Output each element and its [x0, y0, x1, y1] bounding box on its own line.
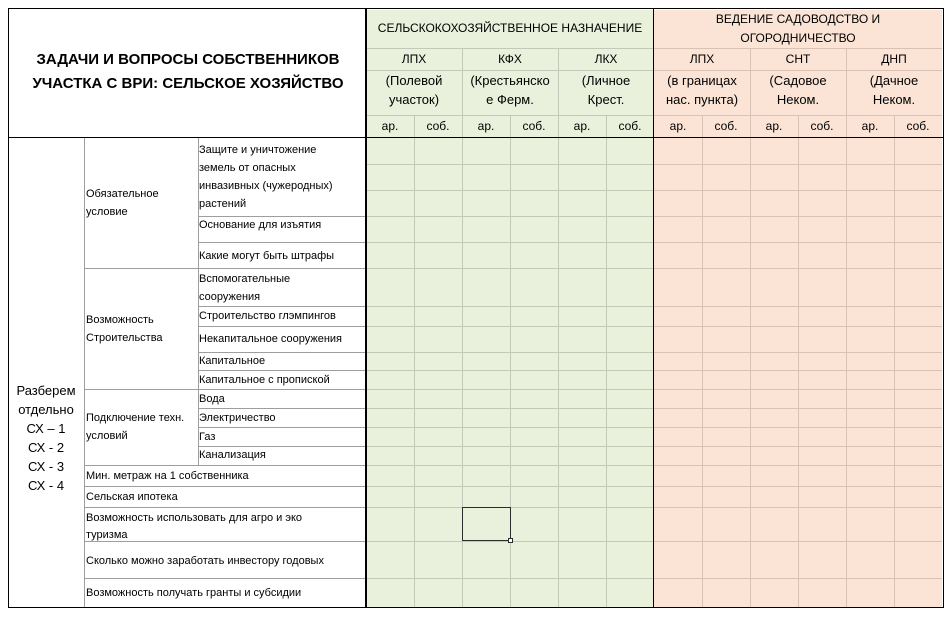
col-5-name: СНТ [785, 52, 811, 66]
col-3-desc1: (Личное [581, 73, 631, 88]
item-protect-4: растений [199, 198, 247, 210]
h-line [84, 465, 366, 466]
col-4-desc2: нас. пункта) [665, 92, 739, 107]
v-line [702, 115, 703, 607]
side-label-6: СХ - 4 [27, 478, 65, 493]
col-1-name: ЛПХ [401, 52, 427, 66]
item-glamping: Строительство глэмпингов [199, 310, 336, 322]
h-line [198, 326, 366, 327]
item-sewer: Канализация [199, 449, 266, 461]
section-construction-2: Строительства [86, 332, 163, 344]
item-basis: Основание для изъятия [199, 219, 322, 231]
h-line [84, 507, 366, 508]
selected-cell[interactable] [462, 507, 511, 541]
item-aux-2: сооружения [199, 291, 261, 303]
section-utilities-2: условий [86, 430, 128, 442]
side-label-4: СХ - 2 [27, 440, 65, 455]
v-line [84, 138, 85, 607]
col-4-desc1: (в границах [667, 73, 737, 88]
subheader-ar-1: ар. [381, 119, 399, 133]
v-line [606, 115, 607, 607]
item-capital-reg: Капитальное с пропиской [199, 374, 330, 386]
subheader-sob-4: соб. [714, 119, 738, 133]
col-3-name: ЛКХ [594, 52, 618, 66]
v-line [558, 115, 559, 607]
h-line [84, 389, 366, 390]
h-line [84, 486, 366, 487]
subheader-ar-2: ар. [477, 119, 495, 133]
h-line [366, 70, 654, 71]
subheader-ar-5: ар. [765, 119, 783, 133]
page-title: ЗАДАЧИ И ВОПРОСЫ СОБСТВЕННИКОВ УЧАСТКА С ВРИ: СЕЛЬСКОЕ ХОЗЯЙСТВО [32, 51, 344, 92]
group-garden: ВЕДЕНИЕ САДОВОДСТВО И ОГОРОДНИЧЕСТВО [715, 12, 881, 45]
item-protect-3: инвазивных (чужеродных) [199, 180, 333, 192]
row-grants: Возможность получать гранты и субсидии [86, 587, 302, 599]
group-agri: СЕЛЬСКОКОХОЗЯЙСТВЕННОЕ НАЗНАЧЕНИЕ [377, 21, 643, 35]
item-gas: Газ [199, 431, 216, 443]
v-line [943, 8, 944, 608]
v-line [750, 115, 751, 607]
col-4-name: ЛПХ [689, 52, 715, 66]
col-1-desc1: (Полевой [385, 73, 443, 88]
side-label-5: СХ - 3 [27, 459, 65, 474]
v-line [8, 8, 9, 608]
col-5-desc1: (Садовое [769, 73, 827, 88]
section-mandatory-1: Обязательное [86, 188, 159, 200]
subheader-sob-3: соб. [618, 119, 642, 133]
col-3-desc2: Крест. [587, 92, 625, 107]
subheader-sob-5: соб. [810, 119, 834, 133]
item-aux-1: Вспомогательные [199, 273, 291, 285]
item-protect-2: земель от опасных [199, 162, 296, 174]
h-line [198, 242, 366, 243]
section-utilities-1: Подключение техн. [86, 412, 185, 424]
side-label-3: СХ – 1 [26, 421, 66, 436]
subheader-ar-3: ар. [573, 119, 591, 133]
header-bottom-line [366, 137, 943, 138]
item-protect-1: Защите и уничтожение [199, 144, 317, 156]
subheader-ar-6: ар. [861, 119, 879, 133]
item-capital: Капитальное [199, 355, 266, 367]
h-line [654, 70, 942, 71]
item-electric: Электричество [199, 412, 276, 424]
item-fines: Какие могут быть штрафы [199, 250, 335, 262]
col-2-desc1: (Крестьянско [470, 73, 550, 88]
col-6-name: ДНП [881, 52, 907, 66]
h-line [654, 48, 942, 49]
col-2-name: КФХ [498, 52, 522, 66]
row-tourism-2: туризма [86, 529, 128, 541]
fill-handle[interactable] [508, 538, 513, 543]
section-mandatory-2: условие [86, 206, 128, 218]
h-line [366, 48, 654, 49]
v-line [846, 115, 847, 607]
h-line [8, 8, 944, 9]
section-construction-1: Возможность [86, 314, 154, 326]
item-noncap: Некапитальное сооружения [199, 333, 343, 345]
row-tourism-1: Возможность использовать для агро и эко [86, 512, 303, 524]
side-label-2: отдельно [18, 402, 74, 417]
v-line [414, 115, 415, 607]
h-line [8, 137, 366, 138]
row-min-area: Мин. метраж на 1 собственника [86, 470, 249, 482]
h-line [84, 578, 366, 579]
h-line [8, 607, 944, 608]
col-6-desc2: Неком. [872, 92, 916, 107]
subheader-sob-6: соб. [906, 119, 930, 133]
h-line [366, 115, 654, 116]
subheader-ar-4: ар. [669, 119, 687, 133]
v-line [894, 115, 895, 607]
col-2-desc2: е Ферм. [486, 92, 534, 107]
col-6-desc1: (Дачное [869, 73, 919, 88]
row-mortgage: Сельская ипотека [86, 491, 178, 503]
subheader-sob-1: соб. [426, 119, 450, 133]
h-line [654, 115, 942, 116]
col-5-desc2: Неком. [776, 92, 820, 107]
subheader-sob-2: соб. [522, 119, 546, 133]
h-line [198, 427, 366, 428]
h-line [84, 268, 366, 269]
side-label-1: Разберем [16, 383, 76, 398]
v-line [798, 115, 799, 607]
col-1-desc2: участок) [388, 92, 440, 107]
row-investor: Сколько можно заработать инвестору годовых [86, 555, 324, 567]
item-water: Вода [199, 393, 225, 405]
